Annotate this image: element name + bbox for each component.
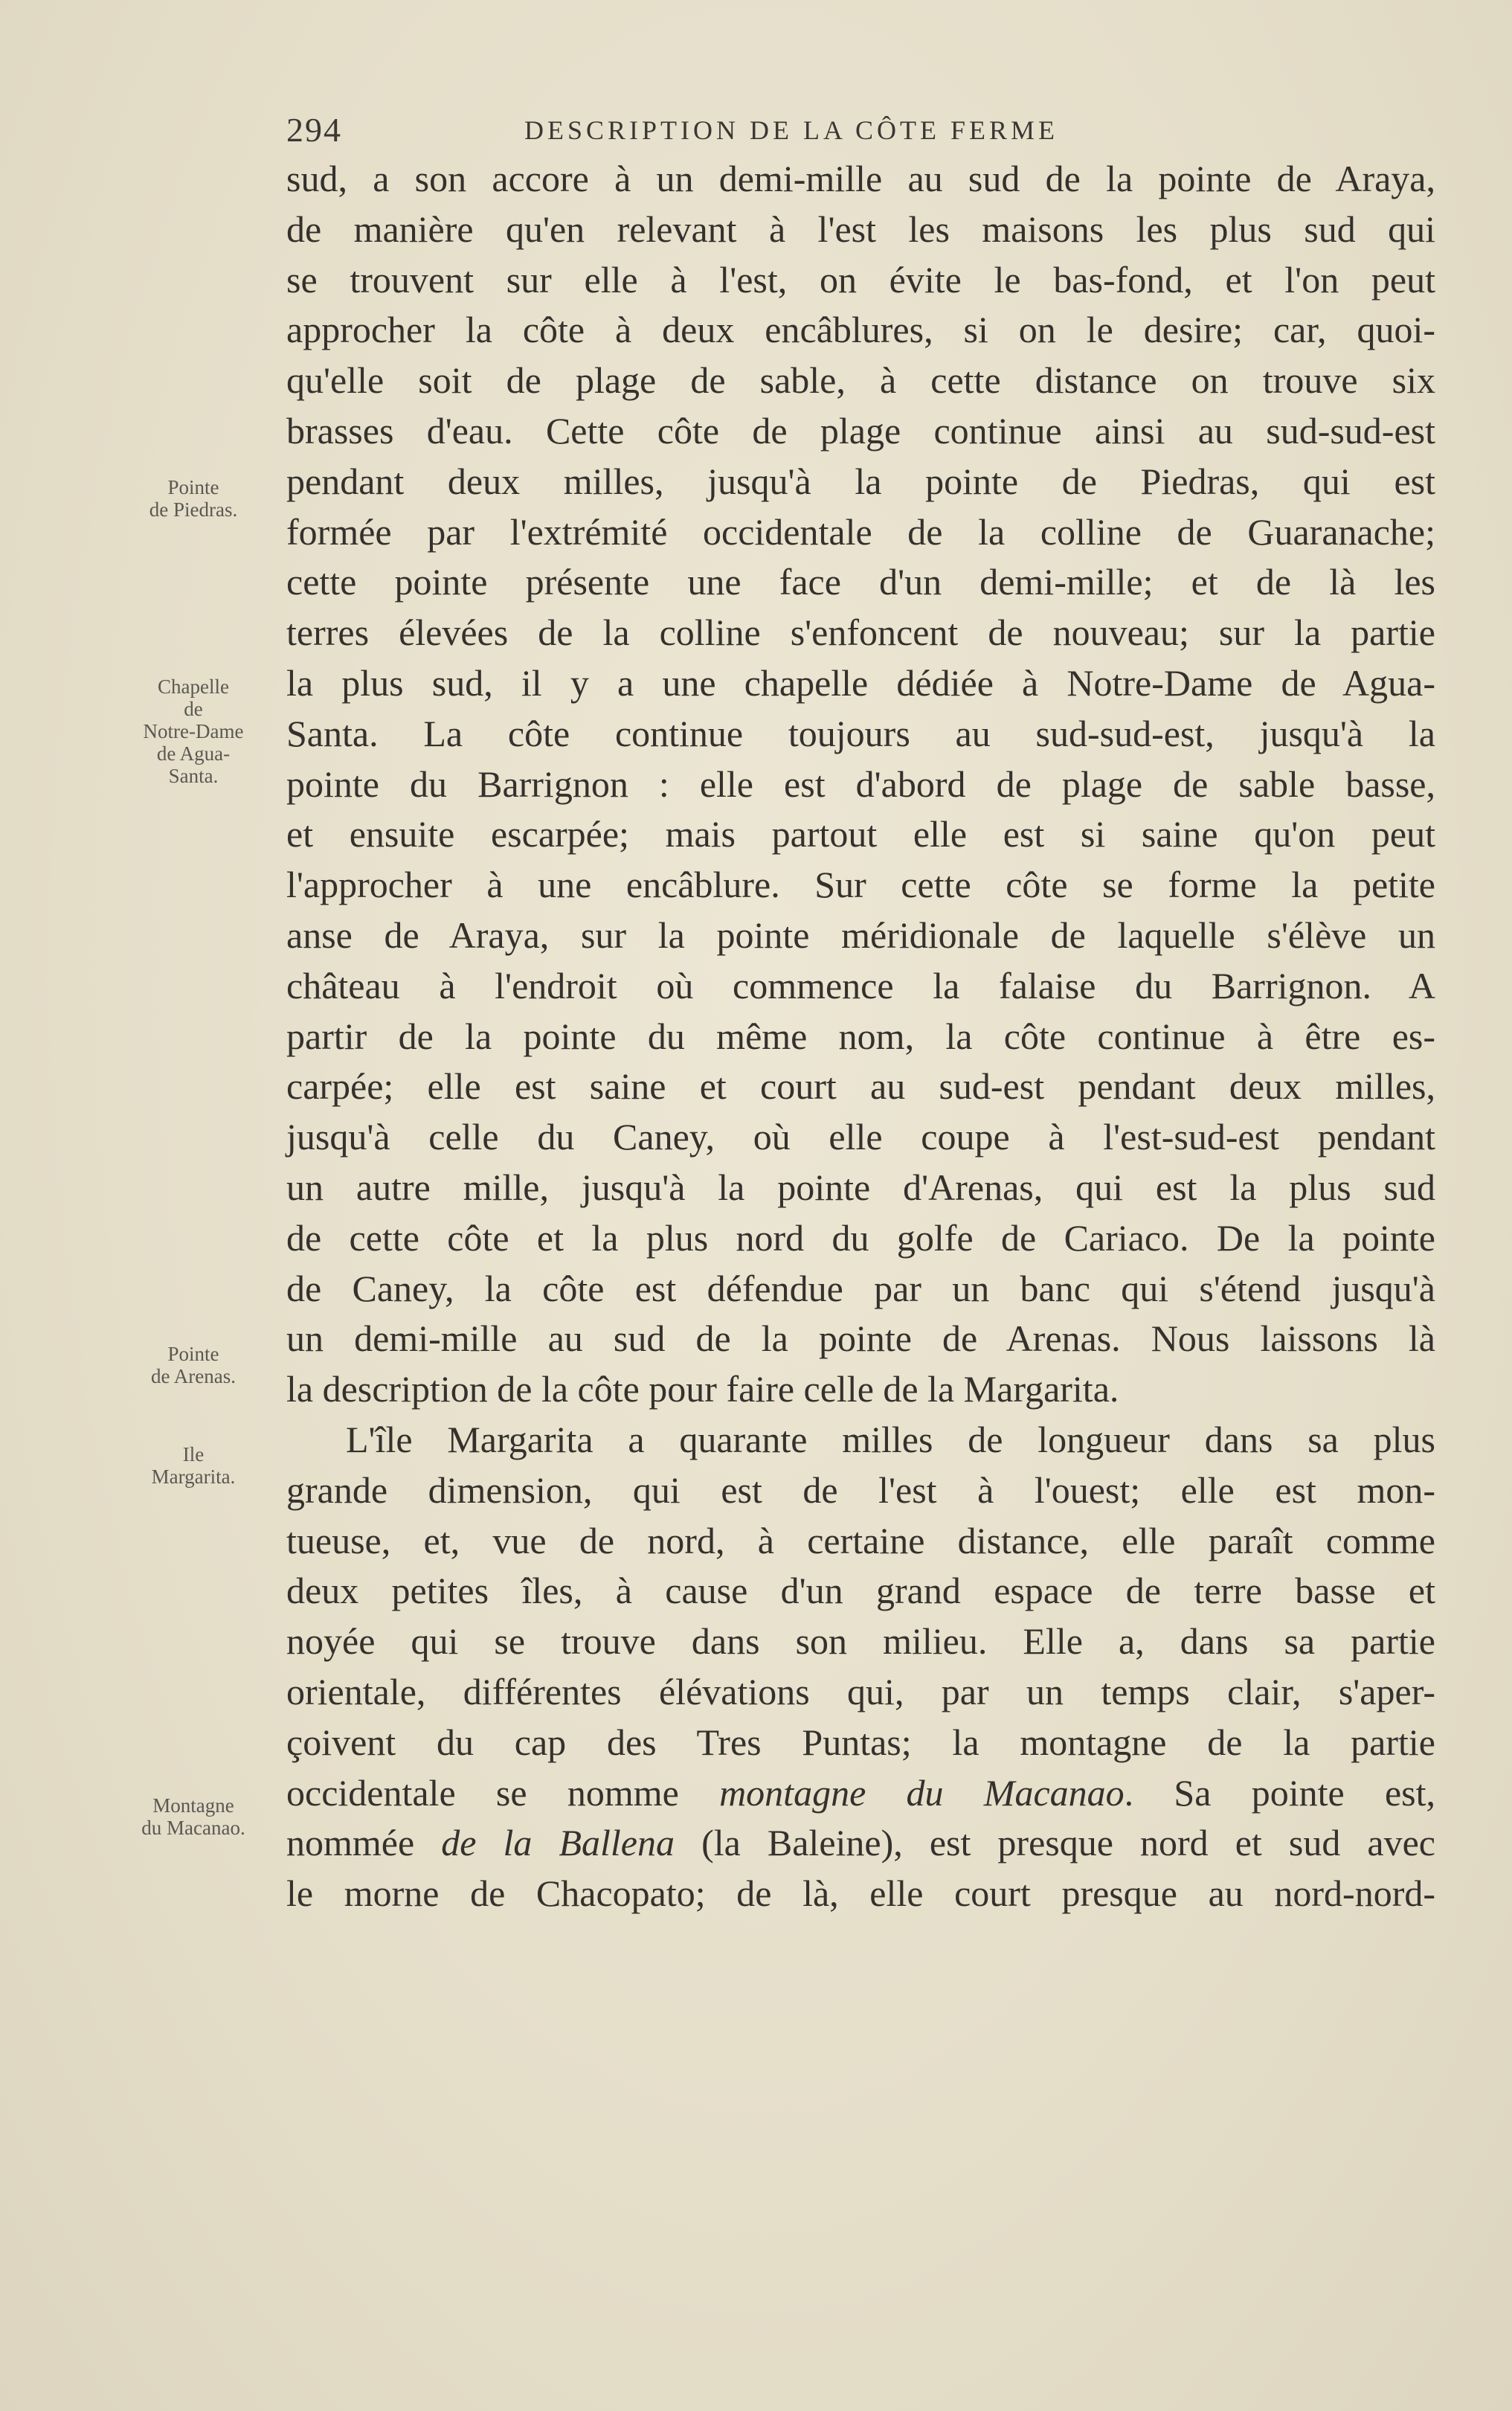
text-line: la description de la côte pour faire celle de la Margarita. xyxy=(286,1368,1119,1410)
italic-place-name: de la Ballena xyxy=(441,1822,675,1864)
margin-note-line: Santa. xyxy=(168,765,219,787)
text-line: Santa. La côte continue toujours au sud-sud-est, jusqu'à la xyxy=(286,712,1435,754)
text-line: orientale, différentes élévations qui, par un temps clair, s'aper- xyxy=(286,1670,1435,1712)
margin-note-line: de Arenas. xyxy=(151,1365,236,1387)
text-line: noyée qui se trouve dans son milieu. Elle a, dans sa partie xyxy=(286,1620,1435,1663)
paragraph-first-line: L'île Margarita a quarante milles de longueur dans sa plus xyxy=(346,1418,1435,1460)
text-line: l'approcher à une encâblure. Sur cette côte se forme la petite xyxy=(286,864,1435,906)
running-title: DESCRIPTION DE LA CÔTE FERME xyxy=(524,115,1059,145)
text-line: sud, a son accore à un demi-mille au sud de la pointe de Araya, xyxy=(286,158,1435,199)
text-line: approcher la côte à deux encâblures, si on le desire; car, quoi- xyxy=(286,309,1435,351)
margin-note-line: du Macanao. xyxy=(141,1817,245,1839)
margin-note-line: de Agua- xyxy=(156,742,231,765)
text-line: le morne de Chacopato; de là, elle court presque au nord-nord- xyxy=(286,1872,1435,1915)
text-line: pointe du Barrignon : elle est d'abord de plage de sable basse, xyxy=(286,763,1435,805)
text-line: deux petites îles, à cause d'un grand espace de terre basse et xyxy=(286,1570,1435,1612)
text-line: se trouvent sur elle à l'est, on évite le bas-fond, et l'on peut xyxy=(286,258,1435,301)
margin-note-line: Notre-Dame xyxy=(143,720,244,742)
text-line: terres élevées de la colline s'enfoncent de nouveau; sur la partie xyxy=(286,611,1435,654)
text-run: nommée xyxy=(286,1822,442,1864)
text-line: anse de Araya, sur la pointe méridionale de laquelle s'élève un xyxy=(286,914,1435,956)
text-line: cette pointe présente une face d'un demi-mille; et de là les xyxy=(286,561,1435,603)
margin-note-line: Pointe xyxy=(167,476,219,498)
margin-note-line: Margarita. xyxy=(151,1465,236,1488)
text-line: brasses d'eau. Cette côte de plage continue ainsi au sud-sud-est xyxy=(286,409,1435,452)
text-line: château à l'endroit où commence la falaise du Barrignon. A xyxy=(286,964,1435,1007)
margin-note-ile-margarita xyxy=(112,1443,275,1488)
text-run: occidentale se nomme xyxy=(286,1771,720,1814)
margin-note-chapelle xyxy=(112,675,275,787)
text-line-with-italic xyxy=(286,1768,1435,1819)
text-line: formée par l'extrémité occidentale de la colline de Guaranache; xyxy=(286,510,1435,553)
italic-place-name: montagne du Macanao xyxy=(719,1771,1125,1814)
text-line: pendant deux milles, jusqu'à la pointe de Piedras, qui est xyxy=(286,460,1435,502)
text-run: (la Baleine), est presque nord et sud avec xyxy=(675,1822,1435,1864)
text-line: qu'elle soit de plage de sable, à cette distance on trouve six xyxy=(286,359,1435,402)
margin-note-pointe-de-piedras xyxy=(112,476,275,521)
text-line: partir de la pointe du même nom, la côte continue à être es- xyxy=(286,1015,1435,1057)
text-run: . Sa pointe est, xyxy=(1124,1771,1435,1814)
text-line: la plus sud, il y a une chapelle dédiée à Notre-Dame de Agua- xyxy=(286,661,1435,704)
text-line: jusqu'à celle du Caney, où elle coupe à l'est-sud-est pendant xyxy=(286,1116,1435,1158)
page-header xyxy=(286,110,1435,155)
text-line: çoivent du cap des Tres Puntas; la montagne de la partie xyxy=(286,1721,1435,1763)
text-line: de cette côte et la plus nord du golfe de Cariaco. De la pointe xyxy=(286,1216,1435,1259)
margin-note-line: de xyxy=(184,698,203,720)
text-line: un demi-mille au sud de la pointe de Arenas. Nous laissons là xyxy=(286,1317,1435,1360)
text-line: et ensuite escarpée; mais partout elle est si saine qu'on peut xyxy=(286,813,1435,855)
text-line: de manière qu'en relevant à l'est les maisons les plus sud qui xyxy=(286,208,1435,250)
margin-note-line: Pointe xyxy=(167,1343,219,1365)
text-line-with-italic xyxy=(286,1818,1435,1869)
text-line: un autre mille, jusqu'à la pointe d'Arenas, qui est la plus sud xyxy=(286,1166,1435,1208)
margin-note-line: de Piedras. xyxy=(149,498,238,521)
page-number: 294 xyxy=(286,111,342,149)
text-line: tueuse, et, vue de nord, à certaine distance, elle paraît comme xyxy=(286,1519,1435,1561)
text-line: carpée; elle est saine et court au sud-est pendant deux milles, xyxy=(286,1065,1435,1108)
margin-note-pointe-de-arenas xyxy=(112,1343,275,1387)
margin-note-line: Chapelle xyxy=(158,675,229,698)
margin-note-line: Ile xyxy=(182,1443,205,1465)
text-line: de Caney, la côte est défendue par un banc qui s'étend jusqu'à xyxy=(286,1267,1435,1309)
margin-note-line: Montagne xyxy=(152,1794,234,1817)
body-text xyxy=(286,154,1435,1919)
text-line: grande dimension, qui est de l'est à l'ouest; elle est mon- xyxy=(286,1468,1435,1511)
margin-note-montagne-du-macanao xyxy=(112,1794,275,1839)
